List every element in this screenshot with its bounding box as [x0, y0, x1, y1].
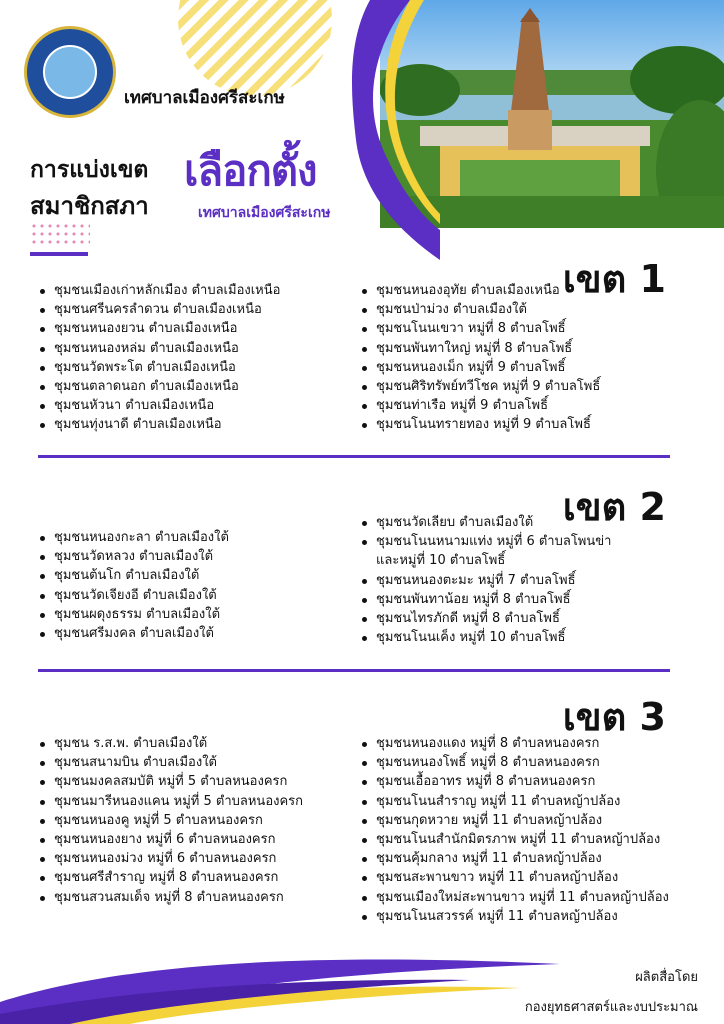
list-item: ชุมชนวัดพระโต ตำบลเมืองเหนือ [36, 358, 280, 377]
list-item: ชุมชนผดุงธรรม ตำบลเมืองใต้ [36, 605, 229, 624]
zone-3-right-list [358, 734, 669, 926]
credit-org: กองยุทธศาสตร์และงบประมาณ [524, 1000, 698, 1015]
title-line-2: สมาชิกสภา [30, 192, 149, 220]
list-item: ชุมชนหนองยาง หมู่ที่ 6 ตำบลหนองครก [36, 830, 303, 849]
list-item: ชุมชนสนามบิน ตำบลเมืองใต้ [36, 753, 303, 772]
municipality-logo [24, 26, 116, 118]
list-item: ชุมชนพันทาน้อย หมู่ที่ 8 ตำบลโพธิ์ [358, 590, 611, 609]
list-item: ชุมชนหนองคู หมู่ที่ 5 ตำบลหนองครก [36, 811, 303, 830]
zone-2-title: เขต 2 [562, 485, 666, 529]
zone-1-right-list [358, 281, 600, 435]
list-item: ชุมชนต้นโก ตำบลเมืองใต้ [36, 566, 229, 585]
section-divider [38, 455, 670, 458]
list-item: ชุมชนศรีสำราญ หมู่ที่ 8 ตำบลหนองครก [36, 868, 303, 887]
dot-pattern-decoration [30, 222, 90, 248]
list-item: ชุมชนหนองโพธิ์ หมู่ที่ 8 ตำบลหนองครก [358, 753, 669, 772]
zone-3-left-list [36, 734, 303, 907]
list-item: ชุมชนมารีหนองแคน หมู่ที่ 5 ตำบลหนองครก [36, 792, 303, 811]
list-item: ชุมชนเมืองเก่าหลักเมือง ตำบลเมืองเหนือ [36, 281, 280, 300]
org-name: เทศบาลเมืองศรีสะเกษ [124, 88, 285, 108]
list-item: ชุมชนวัดเลียบ ตำบลเมืองใต้ [358, 513, 611, 532]
title-subtitle: เทศบาลเมืองศรีสะเกษ [198, 205, 331, 221]
list-item: ชุมชนเอื้ออาทร หมู่ที่ 8 ตำบลหนองครก [358, 772, 669, 791]
list-item: ชุมชนคุ้มกลาง หมู่ที่ 11 ตำบลหญ้าปล้อง [358, 849, 669, 868]
list-item-continuation: และหมู่ที่ 10 ตำบลโพธิ์ [376, 553, 506, 569]
list-item: ชุมชนโนนหนามแท่ง หมู่ที่ 6 ตำบลโพนข่า [358, 532, 611, 551]
list-item: ชุมชนโนนสำราญ หมู่ที่ 11 ตำบลหญ้าปล้อง [358, 792, 669, 811]
list-item: ชุมชนพันทาใหญ่ หมู่ที่ 8 ตำบลโพธิ์ [358, 339, 600, 358]
list-item: ชุมชนมงคลสมบัติ หมู่ที่ 5 ตำบลหนองครก [36, 772, 303, 791]
title-highlight: เลือกตั้ง [184, 146, 317, 195]
list-item: ชุมชนวัดเจียงอี ตำบลเมืองใต้ [36, 586, 229, 605]
zone-2-left-list [36, 528, 229, 643]
list-item: ชุมชนทุ่งนาดี ตำบลเมืองเหนือ [36, 415, 280, 434]
list-item: ชุมชนวัดหลวง ตำบลเมืองใต้ [36, 547, 229, 566]
logo-emblem [43, 45, 97, 99]
list-item: ชุมชนศิริทรัพย์ทวีโชค หมู่ที่ 9 ตำบลโพธิ์ [358, 377, 600, 396]
title-line-1: การแบ่งเขต [30, 157, 149, 183]
zone-1-title: เขต 1 [562, 257, 666, 301]
list-item: ชุมชนหนองหล่ม ตำบลเมืองเหนือ [36, 339, 280, 358]
list-item: ชุมชนป่าม่วง ตำบลเมืองใต้ [358, 300, 600, 319]
zone-3-title: เขต 3 [562, 695, 666, 739]
section-divider [38, 669, 670, 672]
list-item: ชุมชนศรีนครลำดวน ตำบลเมืองเหนือ [36, 300, 280, 319]
list-item: ชุมชนโนนทรายทอง หมู่ที่ 9 ตำบลโพธิ์ [358, 415, 600, 434]
list-item: ชุมชนโนนเค็ง หมู่ที่ 10 ตำบลโพธิ์ [358, 628, 611, 647]
list-item: ชุมชนตลาดนอก ตำบลเมืองเหนือ [36, 377, 280, 396]
zone-2-right-list [358, 513, 611, 647]
list-item: ชุมชนหนองกะลา ตำบลเมืองใต้ [36, 528, 229, 547]
list-item: ชุมชนหนองอุทัย ตำบลเมืองเหนือ [358, 281, 600, 300]
list-item: ชุมชนหนองตะมะ หมู่ที่ 7 ตำบลโพธิ์ [358, 571, 611, 590]
list-item: ชุมชนโนนเขวา หมู่ที่ 8 ตำบลโพธิ์ [358, 319, 600, 338]
list-item: ชุมชนไทรภักดี หมู่ที่ 8 ตำบลโพธิ์ [358, 609, 611, 628]
accent-bar [30, 252, 88, 256]
list-item: ชุมชนท่าเรือ หมู่ที่ 9 ตำบลโพธิ์ [358, 396, 600, 415]
list-item: ชุมชนกุดหวาย หมู่ที่ 11 ตำบลหญ้าปล้อง [358, 811, 669, 830]
list-item: ชุมชน ร.ส.พ. ตำบลเมืองใต้ [36, 734, 303, 753]
list-item: ชุมชนหนองม่วง หมู่ที่ 6 ตำบลหนองครก [36, 849, 303, 868]
list-item: ชุมชนหัวนา ตำบลเมืองเหนือ [36, 396, 280, 415]
list-item: ชุมชนโนนสวรรค์ หมู่ที่ 11 ตำบลหญ้าปล้อง [358, 907, 669, 926]
list-item: ชุมชนสะพานขาว หมู่ที่ 11 ตำบลหญ้าปล้อง [358, 868, 669, 887]
list-item: ชุมชนเมืองใหม่สะพานขาว หมู่ที่ 11 ตำบลหญ้าปล้อง [358, 888, 669, 907]
zone-1-left-list [36, 281, 280, 435]
credit-label: ผลิตสื่อโดย [635, 970, 698, 985]
list-item: ชุมชนโนนสำนักมิตรภาพ หมู่ที่ 11 ตำบลหญ้าปล้อง [358, 830, 669, 849]
list-item: ชุมชนหนองยวน ตำบลเมืองเหนือ [36, 319, 280, 338]
list-item: ชุมชนศรีมงคล ตำบลเมืองใต้ [36, 624, 229, 643]
list-item: ชุมชนหนองแดง หมู่ที่ 8 ตำบลหนองครก [358, 734, 669, 753]
list-item: ชุมชนหนองเม็ก หมู่ที่ 9 ตำบลโพธิ์ [358, 358, 600, 377]
list-item: ชุมชนสวนสมเด็จ หมู่ที่ 8 ตำบลหนองครก [36, 888, 303, 907]
bottom-swoosh-decoration [0, 944, 560, 1024]
